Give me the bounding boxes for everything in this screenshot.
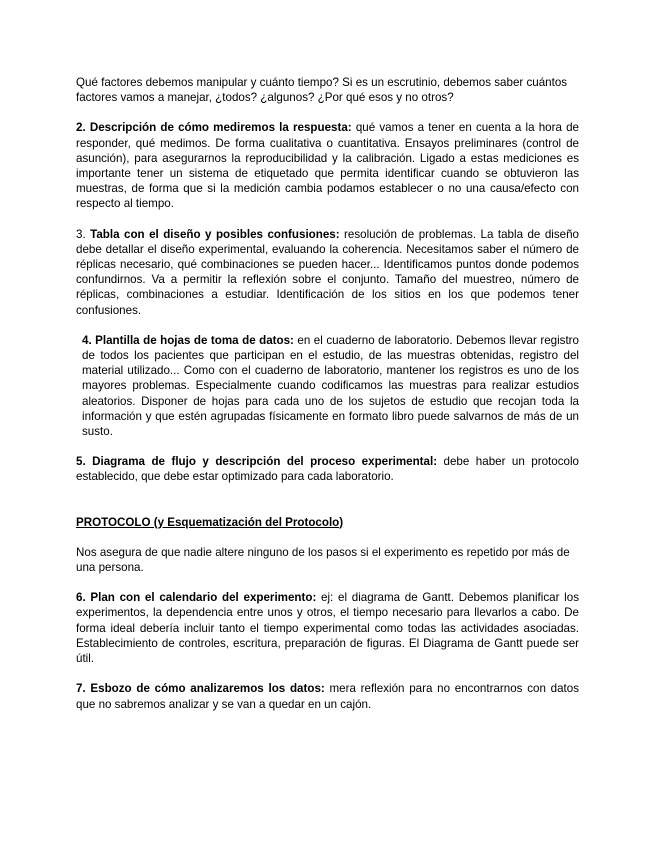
- item-7-paragraph: [76, 681, 579, 711]
- item-7-title: 7. Esbozo de cómo analizaremos los datos:: [76, 682, 325, 696]
- protocol-heading: PROTOCOLO (y Esquematización del Protocolo): [76, 515, 344, 529]
- item-2-body: qué vamos a tener en cuenta a la hora de responder, qué medimos. De forma cualitativa o cuantitativa. Ensayos preliminares (control de asunción), para asegurarnos la reproducibilidad y la calibración. Ligado a estas mediciones es importante tener un sistema de etiquetado que permita identificar cuando se obtuvieron las muestras, de forma que si la medición cambia podamos establecer o no una causa/efecto con respecto al tiempo.: [76, 121, 579, 211]
- item-5-body: debe haber un protocolo establecido, que debe estar optimizado para cada laboratorio.: [76, 455, 579, 484]
- item-6-title: 6. Plan con el calendario del experimento:: [76, 591, 317, 605]
- protocol-paragraph: Nos asegura de que nadie altere ninguno de los pasos si el experimento es repetido por más de una persona.: [76, 545, 570, 575]
- item-2-paragraph: [76, 120, 579, 211]
- item-5-paragraph: [76, 454, 579, 484]
- item-2-title: 2. Descripción de cómo mediremos la respuesta:: [76, 121, 352, 135]
- item-3-body: resolución de problemas. La tabla de diseño debe detallar el diseño experimental, evaluando la coherencia. Necesitamos saber el número de réplicas necesario, qué combinaciones se pueden hacer... Identificamos puntos donde podemos confundirnos. Va a permitir la reflexión sobre el conjunto. Tamaño del muestreo, número de réplicas, combinaciones a estudiar. Identificación de los sitios en los que podemos tener confusiones.: [76, 227, 580, 317]
- item-3-prefix: 3.: [76, 227, 91, 241]
- item-7-body: mera reflexión para no encontrarnos con datos que no sabremos analizar y se van a quedar en un cajón.: [76, 682, 579, 711]
- item-4-body: en el cuaderno de laboratorio. Debemos llevar registro de todos los pacientes que participan en el estudio, de las muestras obtenidas, registro del material utilizado... Como con el cuaderno de laboratorio, mantener los registros es uno de los mayores problemas. Especialmente cuando codificamos las muestras para realizar estudios aleatorios. Disponer de hojas para cada uno de los sujetos de estudio que recojan toda la información y que estén agrupadas físicamente en formato libro puede salvarnos de más de un susto.: [82, 333, 579, 439]
- item-5-title: 5. Diagrama de flujo y descripción del proceso experimental:: [76, 455, 438, 469]
- item-6-paragraph: [76, 590, 579, 666]
- item-6-body: ej: el diagrama de Gantt. Debemos planificar los experimentos, la dependencia entre unos y otros, el tiempo necesario para llevarlos a cabo. De forma ideal debería incluir tanto el tiempo experimental como todas las actividades asociadas. Establecimiento de controles, escritura, preparación de figuras. El Diagrama de Gantt puede ser útil.: [76, 591, 579, 666]
- item-4-title: 4. Plantilla de hojas de toma de datos:: [82, 333, 294, 347]
- item-4-paragraph: [76, 333, 579, 439]
- intro-paragraph: Qué factores debemos manipular y cuánto tiempo? Si es un escrutinio, debemos saber cuántos factores vamos a manejar, ¿todos? ¿algunos? ¿Por qué esos y no otros?: [76, 76, 568, 105]
- item-3-paragraph: [76, 227, 579, 318]
- item-3-title: Tabla con el diseño y posibles confusiones:: [90, 227, 340, 241]
